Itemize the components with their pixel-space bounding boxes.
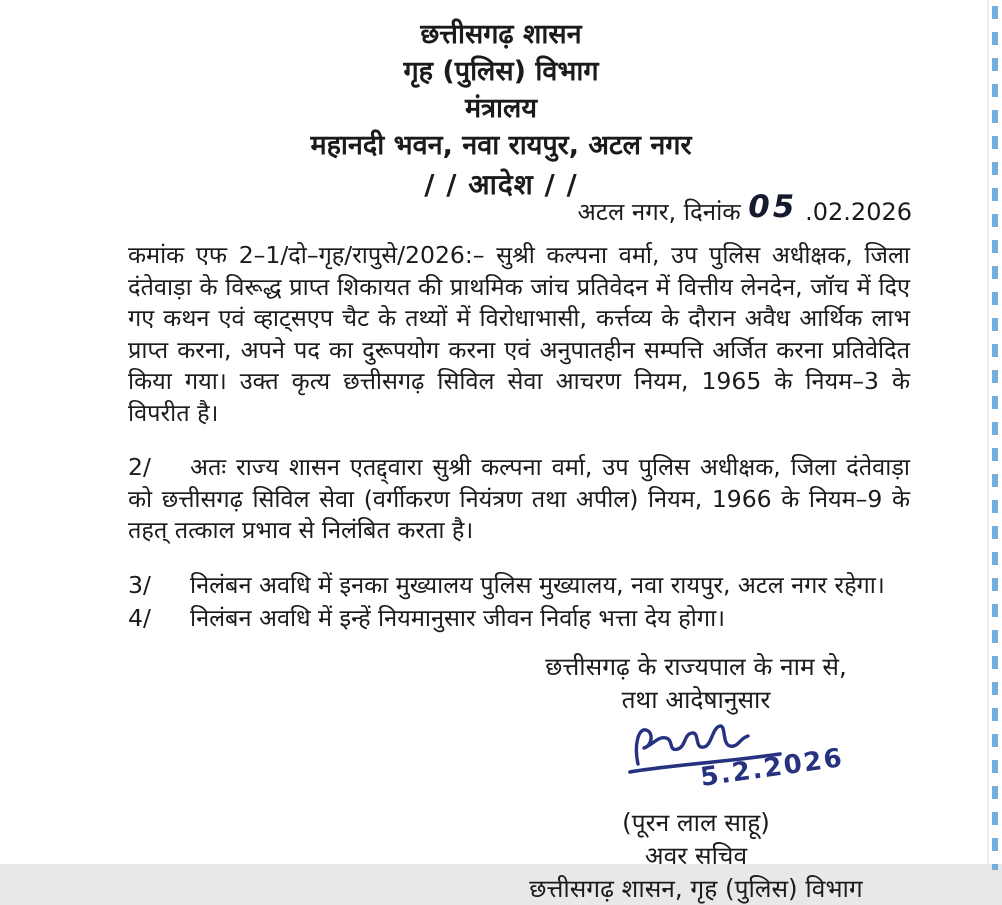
signatory-name: (पूरन लाल साहू)	[622, 808, 770, 837]
handwritten-day: 05	[745, 189, 801, 225]
handwritten-signature-date: 5.2.2026	[698, 743, 846, 793]
paragraph-number: 4/	[128, 604, 151, 632]
place-date-prefix: अटल नगर, दिनांक	[577, 198, 749, 226]
order-paragraph-2	[128, 452, 910, 547]
place-date-rest: .02.2026	[805, 198, 912, 226]
authority-line-2: तथा आदेषानुसार	[621, 685, 771, 714]
paragraph-text: कमांक एफ 2–1/दो–गृह/रापुसे/2026:– सुश्री कल्पना वर्मा, उप पुलिस अधीक्षक, जिला दंतेवाड़ा के विरूद्ध प्राप्त शिकायत की प्राथमिक जांच प्रतिवेदन में वित्तीय लेनदेन, जॉच में दिए गए कथन एवं व्हाट्सएप चैट के तथ्यों में विरोधाभासी, कर्त्तव्य के दौरान अवैध आर्थिक लाभ प्राप्त करना, अपने पद का दुरूपयोग करना एवं अनुपातहीन सम्पत्ति अर्जित करना प्रतिवेदित किया गया। उक्त कृत्य छत्तीसगढ़ सिविल सेवा आचरण नियम, 1965 के नियम–3 के विपरीत है।	[128, 241, 910, 427]
order-title: / / आदेश / /	[424, 168, 578, 201]
paragraph-number: 2/	[128, 453, 151, 481]
address-line: महानदी भवन, नवा रायपुर, अटल नगर	[310, 130, 692, 161]
ministry-name: मंत्रालय	[464, 93, 537, 124]
signatory-department: छत्तीसगढ़ शासन, गृह (पुलिस) विभाग	[529, 874, 863, 903]
authority-line-1: छत्तीसगढ़ के राज्यपाल के नाम से,	[545, 652, 847, 681]
signatory-designation: अवर सचिव	[644, 841, 748, 870]
order-paragraph-4	[128, 603, 910, 635]
order-paragraph-1	[128, 240, 910, 429]
paragraph-number: 3/	[128, 570, 151, 599]
letterhead	[0, 16, 1002, 164]
department-name: गृह (पुलिस) विभाग	[403, 56, 599, 87]
paragraph-text: निलंबन अवधि में इन्हें नियमानुसार जीवन निर्वाह भत्ता देय होगा।	[190, 604, 726, 632]
government-name: छत्तीसगढ़ शासन	[420, 19, 582, 50]
order-paragraph-3	[128, 570, 910, 602]
signature-block	[478, 650, 914, 905]
signature-area	[478, 716, 914, 806]
place-date-line	[577, 189, 912, 228]
paragraph-text: अतः राज्य शासन एतद्द्वारा सुश्री कल्पना वर्मा, उप पुलिस अधीक्षक, जिला दंतेवाड़ा को छत्तीसगढ़ सिविल सेवा (वर्गीकरण नियंत्रण तथा अपील) नियम, 1966 के नियम–9 के तहत् तत्काल प्रभाव से निलंबित करता है।	[128, 453, 910, 544]
paragraph-text: निलंबन अवधि में इनका मुख्यालय पुलिस मुख्यालय, नवा रायपुर, अटल नगर रहेगा।	[190, 570, 885, 599]
order-body	[128, 240, 910, 635]
